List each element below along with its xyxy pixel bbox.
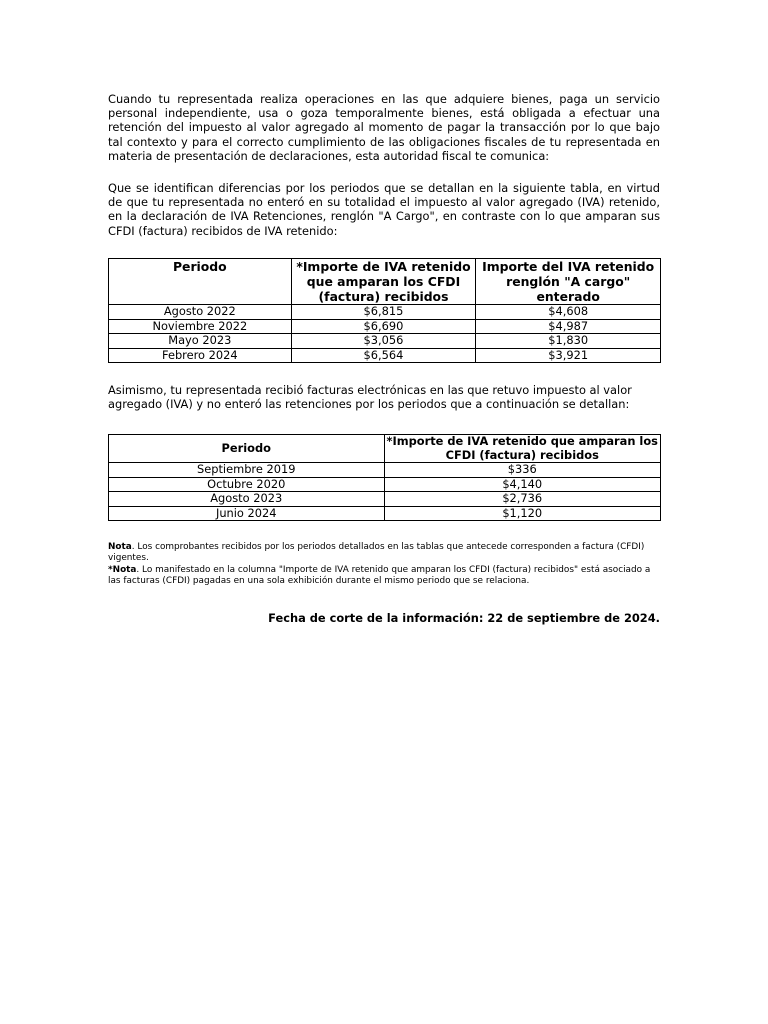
cell-importe-cfdi: $6,564	[291, 348, 476, 363]
cell-periodo: Agosto 2023	[109, 492, 385, 507]
unpaid-retentions-table	[108, 434, 661, 521]
intro-paragraph: Cuando tu representada realiza operaciones en las que adquiere bienes, paga un servicio personal independiente, usa o goza temporalmente bienes, está obligada a efectuar una retención del impuesto al valor agregado al momento de pagar la transacción por lo que bajo tal contexto y para el correcto cumplimiento de las obligaciones fiscales de tu representada en materia de presentación de declaraciones, esta autoridad fiscal te comunica:	[108, 92, 660, 163]
cell-importe-cfdi: $4,140	[384, 477, 661, 492]
cell-importe-cfdi: $2,736	[384, 492, 661, 507]
cell-importe-cfdi: $336	[384, 463, 661, 478]
table-row	[109, 477, 661, 492]
note-2-text: . Lo manifestado en la columna "Importe de IVA retenido que amparan los CFDI (factura) recibidos" está asociado a las facturas (CFDI) pagadas en una sola exhibición durante el mismo periodo que se relaciona.	[108, 564, 651, 587]
differences-table	[108, 258, 661, 363]
cell-importe-cfdi: $6,815	[291, 305, 476, 320]
table-row	[109, 506, 661, 521]
column-header-importe-cfdi: *Importe de IVA retenido que amparan los CFDI (factura) recibidos	[384, 435, 661, 463]
cell-importe-enterado: $3,921	[476, 348, 661, 363]
cell-importe-enterado: $4,608	[476, 305, 661, 320]
notes-section	[108, 542, 660, 588]
column-header-importe-enterado: Importe del IVA retenido renglón "A cargo" enterado	[476, 259, 661, 305]
note-1-text: . Los comprobantes recibidos por los periodos detallados en las tablas que antecede corresponden a factura (CFDI) vigentes.	[108, 542, 645, 564]
unpaid-retentions-paragraph: Asimismo, tu representada recibió facturas electrónicas en las que retuvo impuesto al valor agregado (IVA) y no enteró las retenciones por los periodos que a continuación se detallan:	[108, 383, 632, 412]
table-row	[109, 305, 661, 320]
cell-periodo: Octubre 2020	[109, 477, 385, 492]
differences-paragraph: Que se identifican diferencias por los periodos que se detallan en la siguiente tabla, en virtud de que tu representada no enteró en su totalidad el impuesto al valor agregado (IVA) retenido, en la declaración de IVA Retenciones, renglón "A Cargo", en contraste con lo que amparan sus CFDI (factura) recibidos de IVA retenido:	[108, 181, 660, 238]
cell-importe-cfdi: $1,120	[384, 506, 661, 521]
cell-importe-enterado: $4,987	[476, 319, 661, 334]
cell-periodo: Junio 2024	[109, 506, 385, 521]
table-row	[109, 348, 661, 363]
table-header-row	[109, 259, 661, 305]
table-header-row	[109, 435, 661, 463]
table-row	[109, 319, 661, 334]
note-2-label: *Nota	[108, 564, 137, 575]
cell-periodo: Agosto 2022	[109, 305, 292, 320]
cell-periodo: Mayo 2023	[109, 334, 292, 349]
cell-periodo: Febrero 2024	[109, 348, 292, 363]
column-header-periodo: Periodo	[109, 259, 292, 305]
cell-periodo: Septiembre 2019	[109, 463, 385, 478]
cell-importe-cfdi: $3,056	[291, 334, 476, 349]
cell-importe-cfdi: $6,690	[291, 319, 476, 334]
column-header-periodo: Periodo	[109, 435, 385, 463]
note-1	[108, 542, 660, 565]
table-row	[109, 492, 661, 507]
cell-importe-enterado: $1,830	[476, 334, 661, 349]
table-row	[109, 334, 661, 349]
note-2	[108, 565, 660, 588]
note-1-label: Nota	[108, 542, 132, 552]
column-header-importe-cfdi: *Importe de IVA retenido que amparan los CFDI (factura) recibidos	[291, 259, 476, 305]
cutoff-date: Fecha de corte de la información: 22 de septiembre de 2024.	[268, 611, 660, 625]
cell-periodo: Noviembre 2022	[109, 319, 292, 334]
table-row	[109, 463, 661, 478]
